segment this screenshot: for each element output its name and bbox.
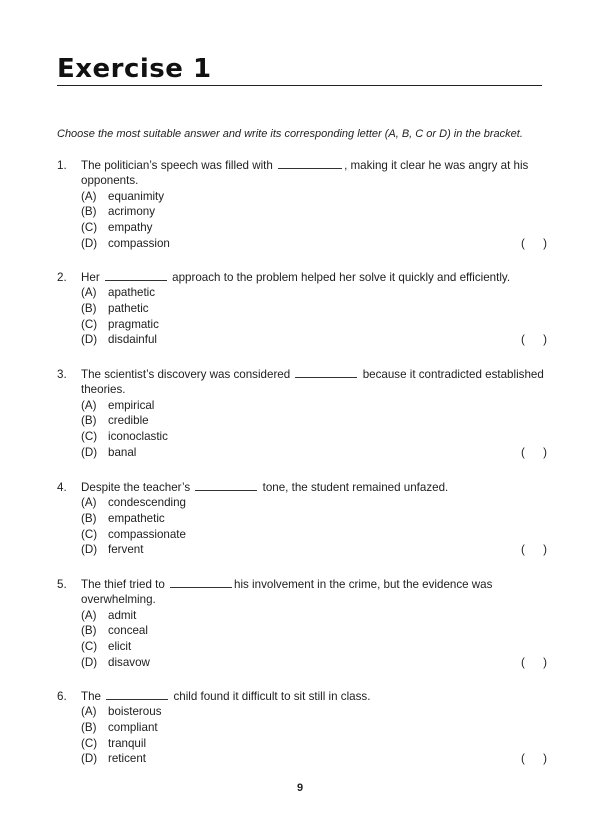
option-d xyxy=(81,236,547,252)
option-d xyxy=(81,542,547,558)
bracket-close: ) xyxy=(543,543,547,557)
bracket-open: ( xyxy=(521,236,525,250)
question-text-before: Her xyxy=(81,271,100,284)
option-text: admit xyxy=(108,608,137,622)
answer-blank[interactable] xyxy=(105,270,167,281)
option-c xyxy=(81,736,547,752)
answer-blank[interactable] xyxy=(295,367,357,378)
page-number: 9 xyxy=(296,782,304,794)
option-c xyxy=(81,429,547,445)
option-letter: (C) xyxy=(81,640,98,653)
option-letter: (D) xyxy=(81,752,98,766)
bracket-open: ( xyxy=(521,333,525,347)
option-a xyxy=(81,704,547,720)
option-letter: (D) xyxy=(81,445,98,459)
option-b xyxy=(81,413,547,429)
option-text: pathetic xyxy=(108,302,149,315)
option-letter: (A) xyxy=(81,705,97,719)
option-text: disdainful xyxy=(108,333,157,347)
option-letter: (A) xyxy=(81,286,97,300)
option-a xyxy=(81,398,547,414)
option-a xyxy=(81,189,547,205)
option-text: empathy xyxy=(108,221,153,234)
question-text-before: The politician’s speech was filled with xyxy=(81,159,273,172)
answer-blank[interactable] xyxy=(278,158,342,169)
title-underline xyxy=(57,85,542,86)
question-1 xyxy=(57,158,547,251)
question-number: 2. xyxy=(57,271,67,284)
option-text: reticent xyxy=(108,752,147,766)
option-text: boisterous xyxy=(108,705,162,719)
option-b xyxy=(81,511,547,527)
option-letter: (B) xyxy=(81,721,97,734)
option-c xyxy=(81,220,547,236)
question-text xyxy=(81,577,546,608)
option-text: equanimity xyxy=(108,189,165,203)
question-number: 1. xyxy=(57,159,67,172)
question-6 xyxy=(57,689,547,767)
bracket-open: ( xyxy=(521,655,525,669)
question-number: 4. xyxy=(57,481,67,494)
answer-blank[interactable] xyxy=(106,689,168,700)
option-text: empathetic xyxy=(108,512,165,525)
question-text-before: The scientist’s discovery was considered xyxy=(81,368,291,381)
option-letter: (D) xyxy=(81,236,98,250)
answer-bracket[interactable] xyxy=(521,751,547,766)
option-letter: (B) xyxy=(81,414,97,428)
option-text: acrimony xyxy=(108,205,156,219)
question-text-after: because it contradicted established theories. xyxy=(81,368,544,397)
option-text: compassion xyxy=(108,236,170,250)
option-letter: (B) xyxy=(81,205,97,219)
option-letter: (A) xyxy=(81,398,97,412)
options-list xyxy=(81,285,547,347)
question-number: 5. xyxy=(57,578,67,591)
option-letter: (A) xyxy=(81,496,97,510)
option-letter: (B) xyxy=(81,302,97,315)
question-text xyxy=(81,158,546,189)
option-letter: (C) xyxy=(81,736,98,750)
option-letter: (C) xyxy=(81,221,98,234)
option-d xyxy=(81,332,547,348)
question-text-before: The thief tried to xyxy=(81,578,165,591)
question-text xyxy=(81,367,546,398)
option-text: elicit xyxy=(108,640,132,653)
option-letter: (C) xyxy=(81,317,98,331)
question-number: 3. xyxy=(57,368,67,381)
option-a xyxy=(81,495,547,511)
option-text: credible xyxy=(108,414,149,428)
question-3 xyxy=(57,367,547,460)
answer-bracket[interactable] xyxy=(521,236,547,251)
question-text xyxy=(81,480,546,495)
option-b xyxy=(81,204,547,220)
option-letter: (D) xyxy=(81,543,98,557)
option-letter: (C) xyxy=(81,430,98,443)
option-c xyxy=(81,527,547,543)
question-2 xyxy=(57,270,547,348)
options-list xyxy=(81,704,547,766)
option-text: condescending xyxy=(108,496,186,510)
question-text-after: child found it difficult to sit still in class. xyxy=(173,690,371,703)
option-c xyxy=(81,317,547,333)
option-d xyxy=(81,445,547,461)
question-text-after: his involvement in the crime, but the evidence was overwhelming. xyxy=(81,578,493,607)
answer-bracket[interactable] xyxy=(521,445,547,460)
question-text-after: approach to the problem helped her solve it quickly and efficiently. xyxy=(172,271,511,284)
question-text-before: The xyxy=(81,690,101,703)
option-text: apathetic xyxy=(108,286,156,300)
option-text: conceal xyxy=(108,624,148,638)
question-text-before: Despite the teacher’s xyxy=(81,481,191,494)
question-text-after: tone, the student remained unfazed. xyxy=(262,481,449,494)
instruction-text: Choose the most suitable answer and write its corresponding letter (A, B, C or D) in the bracket. xyxy=(57,128,523,140)
option-letter: (C) xyxy=(81,527,98,541)
bracket-close: ) xyxy=(543,752,547,766)
option-text: compassionate xyxy=(108,527,186,541)
bracket-close: ) xyxy=(543,445,547,459)
option-a xyxy=(81,285,547,301)
question-number: 6. xyxy=(57,690,67,703)
options-list xyxy=(81,398,547,460)
option-d xyxy=(81,751,547,767)
bracket-open: ( xyxy=(521,445,525,459)
question-5 xyxy=(57,577,547,670)
page-title: Exercise 1 xyxy=(57,54,212,84)
option-letter: (B) xyxy=(81,624,97,638)
question-text xyxy=(81,689,546,704)
option-a xyxy=(81,608,547,624)
bracket-open: ( xyxy=(521,543,525,557)
option-b xyxy=(81,623,547,639)
option-letter: (A) xyxy=(81,608,97,622)
option-text: fervent xyxy=(108,543,144,557)
option-text: banal xyxy=(108,445,137,459)
option-text: disavow xyxy=(108,655,150,669)
question-4 xyxy=(57,480,547,558)
option-text: empirical xyxy=(108,398,155,412)
question-text-after: , making it clear he was angry at his opponents. xyxy=(81,159,529,188)
question-text xyxy=(81,270,546,285)
option-text: tranquil xyxy=(108,736,147,750)
answer-bracket[interactable] xyxy=(521,332,547,347)
answer-blank[interactable] xyxy=(170,577,232,588)
option-text: pragmatic xyxy=(108,317,159,331)
option-d xyxy=(81,655,547,671)
bracket-close: ) xyxy=(543,655,547,669)
answer-blank[interactable] xyxy=(195,480,257,491)
options-list xyxy=(81,495,547,557)
options-list xyxy=(81,608,547,670)
option-letter: (B) xyxy=(81,512,97,525)
option-text: compliant xyxy=(108,721,158,734)
option-letter: (D) xyxy=(81,655,98,669)
bracket-close: ) xyxy=(543,236,547,250)
option-letter: (A) xyxy=(81,189,97,203)
option-letter: (D) xyxy=(81,333,98,347)
option-c xyxy=(81,639,547,655)
answer-bracket[interactable] xyxy=(521,542,547,557)
options-list xyxy=(81,189,547,251)
bracket-open: ( xyxy=(521,752,525,766)
answer-bracket[interactable] xyxy=(521,655,547,670)
option-b xyxy=(81,720,547,736)
option-b xyxy=(81,301,547,317)
option-text: iconoclastic xyxy=(108,430,168,443)
bracket-close: ) xyxy=(543,333,547,347)
